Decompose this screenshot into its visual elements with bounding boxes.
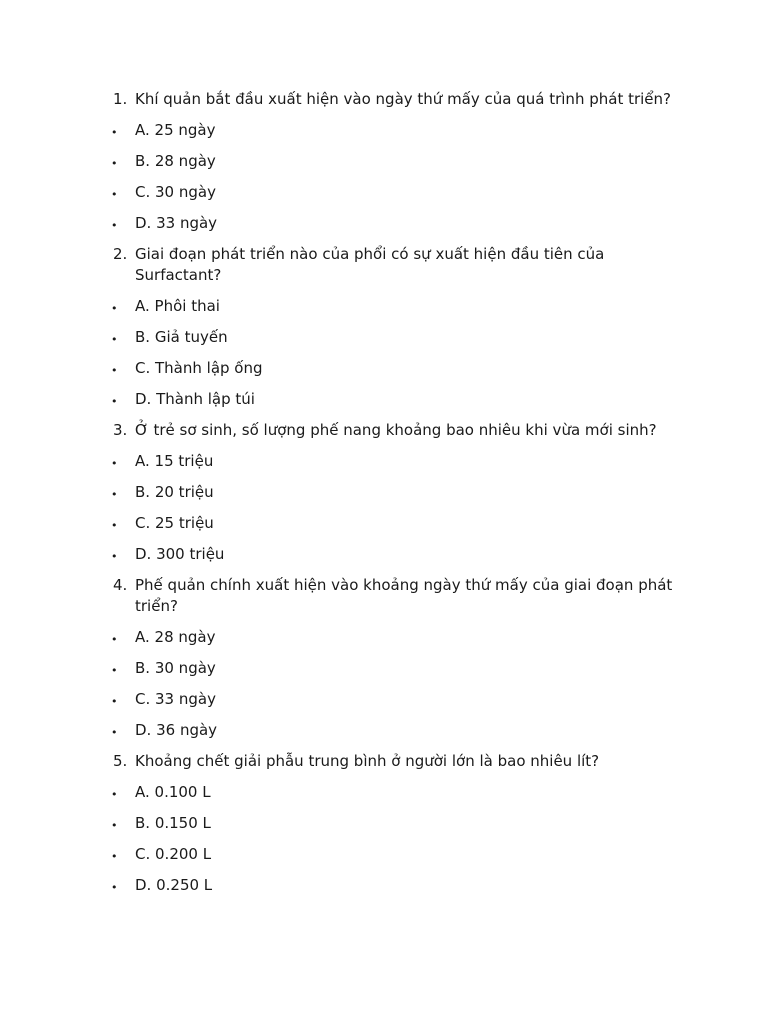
question-text: Khí quản bắt đầu xuất hiện vào ngày thứ mấy của quá trình phát triển? <box>135 90 672 108</box>
option-item <box>107 720 687 741</box>
option-item <box>107 875 687 896</box>
option-text: C. Thành lập ống <box>135 359 263 377</box>
option-item <box>107 451 687 472</box>
bullet-icon: • <box>111 364 118 377</box>
question-number: 4. <box>113 576 128 594</box>
question-1 <box>107 89 687 110</box>
bullet-icon: • <box>111 519 118 532</box>
bullet-icon: • <box>111 333 118 346</box>
option-text: A. 28 ngày <box>135 628 216 646</box>
bullet-icon: • <box>111 664 118 677</box>
bullet-icon: • <box>111 695 118 708</box>
bullet-icon: • <box>111 726 118 739</box>
option-item <box>107 844 687 865</box>
option-text: D. Thành lập túi <box>135 390 255 408</box>
option-text: D. 300 triệu <box>135 545 225 563</box>
option-text: C. 25 triệu <box>135 514 214 532</box>
option-item <box>107 689 687 710</box>
bullet-icon: • <box>111 881 118 894</box>
option-text: A. 15 triệu <box>135 452 214 470</box>
bullet-icon: • <box>111 788 118 801</box>
bullet-icon: • <box>111 188 118 201</box>
question-2 <box>107 244 687 286</box>
option-item <box>107 182 687 203</box>
question-text: Giai đoạn phát triển nào của phổi có sự xuất hiện đầu tiên của Surfactant? <box>135 245 605 284</box>
option-text: A. 0.100 L <box>135 783 211 801</box>
option-text: A. Phôi thai <box>135 297 220 315</box>
option-item <box>107 544 687 565</box>
option-item <box>107 389 687 410</box>
option-text: C. 33 ngày <box>135 690 216 708</box>
bullet-icon: • <box>111 126 118 139</box>
option-item <box>107 658 687 679</box>
option-item <box>107 813 687 834</box>
bullet-icon: • <box>111 219 118 232</box>
bullet-icon: • <box>111 395 118 408</box>
bullet-icon: • <box>111 633 118 646</box>
option-item <box>107 296 687 317</box>
option-item <box>107 213 687 234</box>
question-text: Ở trẻ sơ sinh, số lượng phế nang khoảng bao nhiêu khi vừa mới sinh? <box>135 421 657 439</box>
bullet-icon: • <box>111 457 118 470</box>
quiz-list <box>107 89 687 906</box>
option-text: D. 36 ngày <box>135 721 218 739</box>
question-number: 3. <box>113 421 128 439</box>
option-item <box>107 120 687 141</box>
option-text: D. 33 ngày <box>135 214 218 232</box>
option-text: C. 0.200 L <box>135 845 212 863</box>
option-text: B. 30 ngày <box>135 659 216 677</box>
option-item <box>107 151 687 172</box>
question-number: 2. <box>113 245 128 263</box>
bullet-icon: • <box>111 550 118 563</box>
question-5 <box>107 751 687 772</box>
bullet-icon: • <box>111 302 118 315</box>
option-text: A. 25 ngày <box>135 121 216 139</box>
option-item <box>107 627 687 648</box>
question-3 <box>107 420 687 441</box>
bullet-icon: • <box>111 157 118 170</box>
option-text: B. 20 triệu <box>135 483 214 501</box>
bullet-icon: • <box>111 819 118 832</box>
question-text: Phế quản chính xuất hiện vào khoảng ngày thứ mấy của giai đoạn phát triển? <box>135 576 673 615</box>
option-text: B. 28 ngày <box>135 152 216 170</box>
question-number: 5. <box>113 752 128 770</box>
option-text: C. 30 ngày <box>135 183 216 201</box>
option-text: B. 0.150 L <box>135 814 211 832</box>
option-text: D. 0.250 L <box>135 876 213 894</box>
option-item <box>107 513 687 534</box>
question-4 <box>107 575 687 617</box>
option-item <box>107 327 687 348</box>
bullet-icon: • <box>111 488 118 501</box>
bullet-icon: • <box>111 850 118 863</box>
question-text: Khoảng chết giải phẫu trung bình ở người lớn là bao nhiêu lít? <box>135 752 600 770</box>
option-item <box>107 358 687 379</box>
option-text: B. Giả tuyến <box>135 328 228 346</box>
option-item <box>107 782 687 803</box>
question-number: 1. <box>113 90 128 108</box>
option-item <box>107 482 687 503</box>
